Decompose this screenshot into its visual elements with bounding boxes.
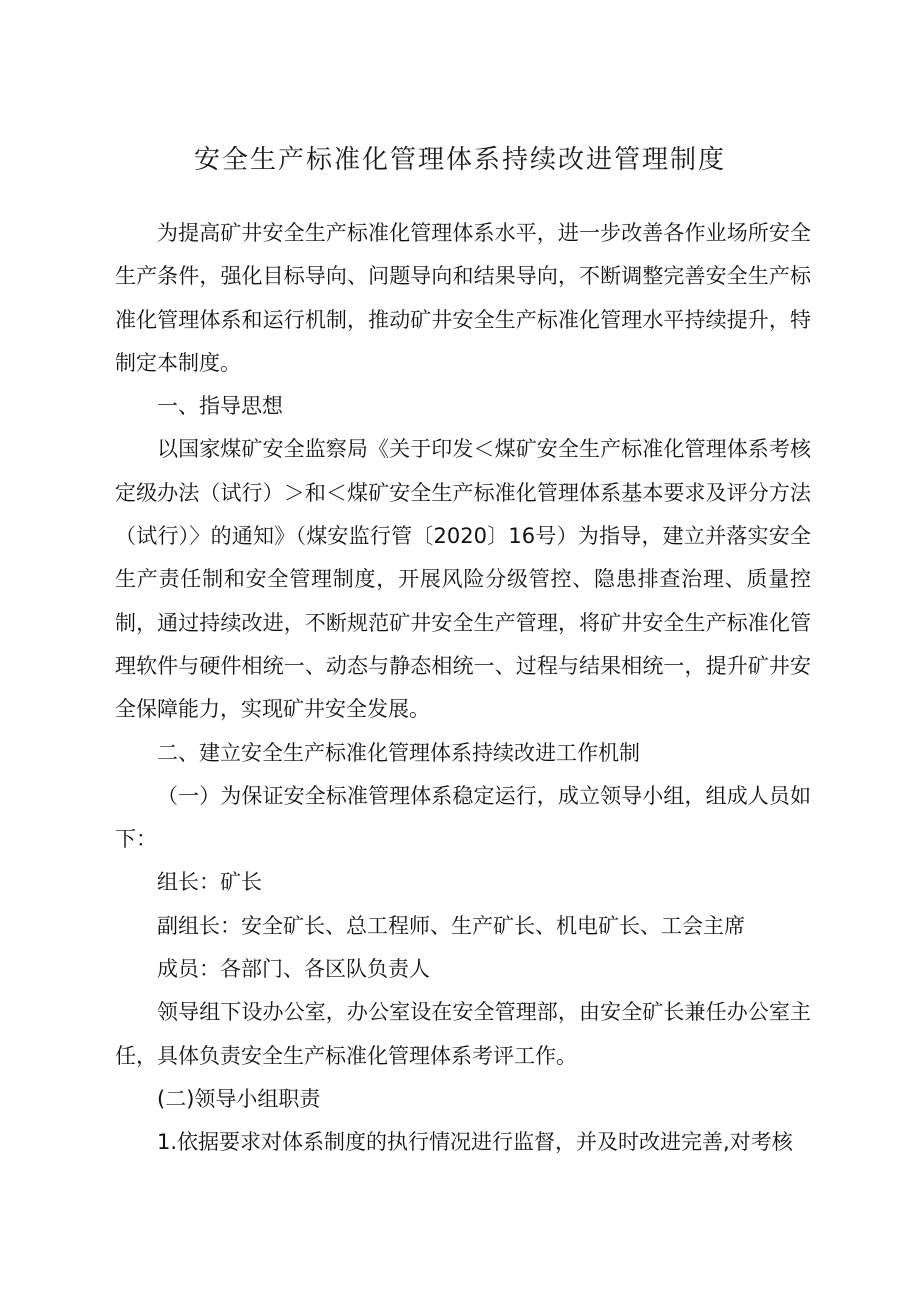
paragraph-deputy-leaders: 副组长：安全矿长、总工程师、生产矿长、机电矿长、工会主席 [157, 913, 745, 938]
document-title: 安全生产标准化管理体系持续改进管理制度 [193, 145, 726, 175]
document-body [115, 212, 811, 1165]
heading-guiding-thought: 一、指导思想 [157, 394, 283, 419]
paragraph-members: 成员：各部门、各区队负责人 [157, 957, 430, 982]
paragraph-duty-1: 1.依据要求对体系制度的执行情况进行监督，并及时改进完善,对考核 [157, 1130, 793, 1155]
paragraph-guiding-thought: 以国家煤矿安全监察局《关于印发＜煤矿安全生产标准化管理体系考核定级办法（试行）＞和＜煤矿安全生产标准化管理体系基本要求及评分方法（试行）〉的通知》（煤安监行管〔2020〕16号）为指导，建立并落实安全生产责任制和安全管理制度，开展风险分级管控、隐患排查治理、质量控制，通过持续改进，不断规范矿井安全生产管理，将矿井安全生产标准化管理软件与硬件相统一、动态与静态相统一、过程与结果相统一，提升矿井安全保障能力，实现矿井安全发展。 [115, 437, 811, 722]
heading-work-mechanism: 二、建立安全生产标准化管理体系持续改进工作机制 [157, 740, 640, 765]
paragraph-intro: 为提高矿井安全生产标准化管理体系水平，进一步改善各作业场所安全生产条件，强化目标导向、问题导向和结果导向，不断调整完善安全生产标准化管理体系和运行机制，推动矿井安全生产标准化管理水平持续提升，特制定本制度。 [115, 221, 811, 375]
paragraph-leading-group: （一）为保证安全标准管理体系稳定运行，成立领导小组，组成人员如下： [115, 783, 811, 852]
heading-group-duties: (二)领导小组职责 [157, 1086, 321, 1111]
paragraph-office: 领导组下设办公室，办公室设在安全管理部，由安全矿长兼任办公室主任，具体负责安全生产标准化管理体系考评工作。 [115, 1000, 811, 1068]
paragraph-group-leader: 组长：矿长 [157, 870, 262, 895]
